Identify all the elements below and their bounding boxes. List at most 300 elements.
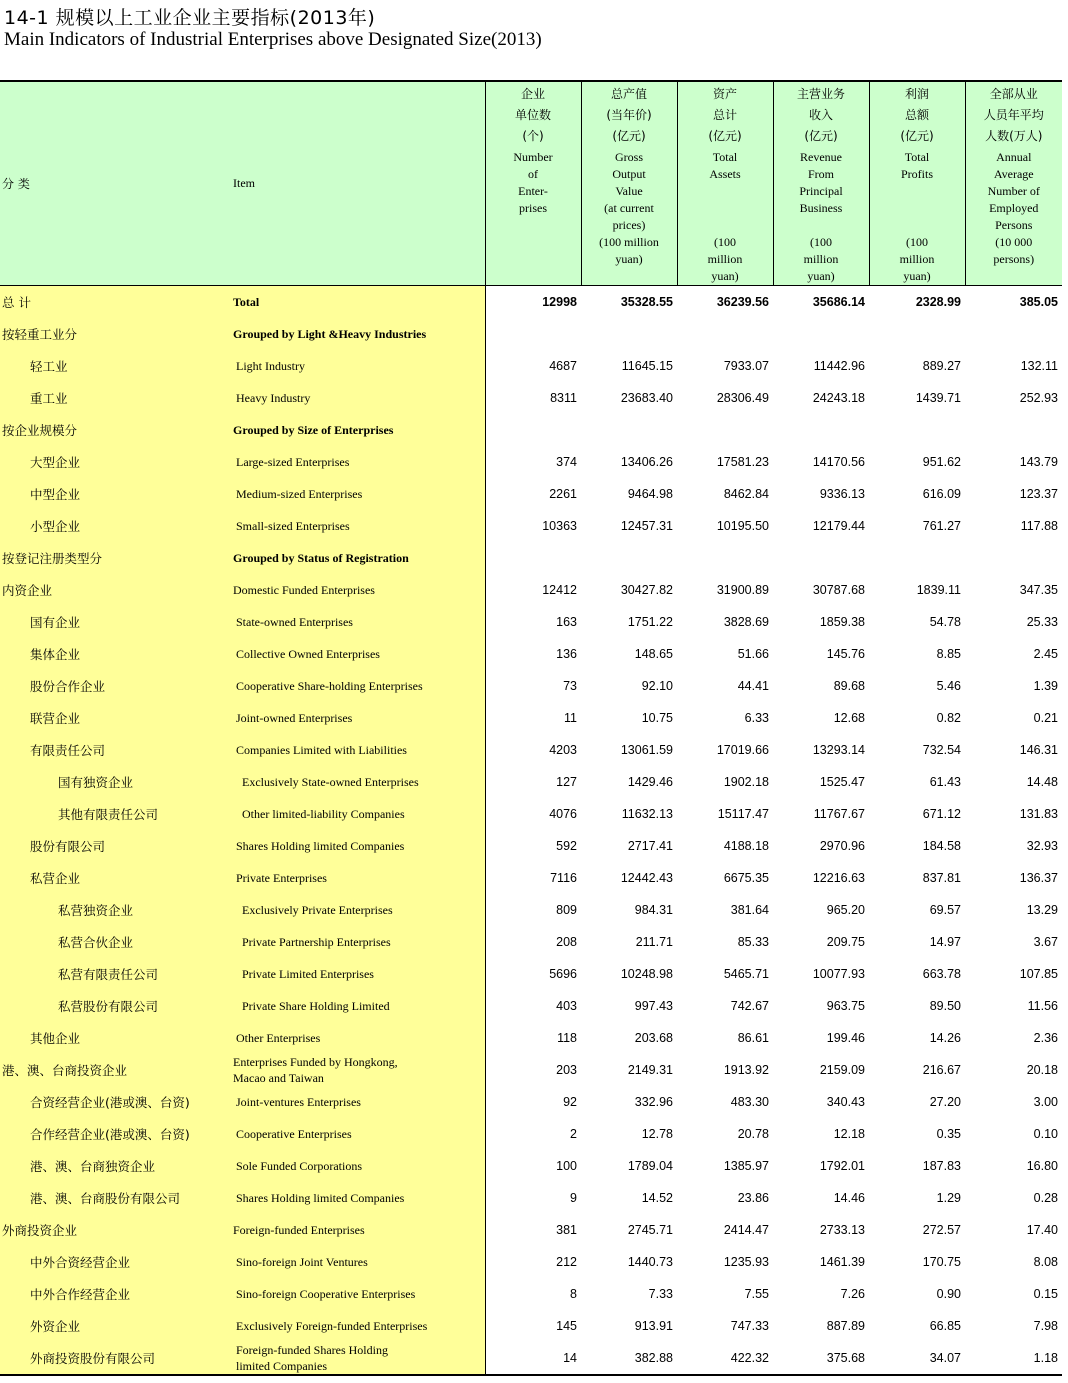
row-item-en: Collective Owned Enterprises — [231, 638, 485, 670]
row-item-en: Private Share Holding Limited — [231, 990, 485, 1022]
row-item-en: Other limited-liability Companies — [231, 798, 485, 830]
row-item-en: Joint-owned Enterprises — [231, 702, 485, 734]
cell-employed-persons: 132.11 — [1020, 358, 1058, 373]
cell-total-profits: 5.46 — [936, 678, 961, 693]
row-item-en: Foreign-funded Shares Holding limited Companies — [231, 1342, 485, 1375]
header-en-line: Number of — [987, 184, 1040, 198]
header-cn-line: 总产值 — [610, 87, 647, 101]
column-header-cn — [486, 82, 581, 147]
column-header-principal-revenue — [773, 81, 869, 286]
header-en-line: prices) — [612, 218, 646, 232]
row-item-en: Medium-sized Enterprises — [231, 478, 485, 510]
cell-enterprises-count: 118 — [557, 1030, 577, 1045]
header-cn-line: (亿元) — [804, 129, 838, 143]
cell-enterprises-count: 8311 — [550, 390, 577, 405]
cell-enterprises-count: 136 — [556, 646, 577, 661]
cell-principal-revenue: 10077.93 — [812, 966, 865, 981]
table-row — [0, 894, 1062, 926]
cell-gross-output-value: 332.96 — [634, 1094, 673, 1109]
header-cn-line: 总额 — [904, 108, 929, 122]
row-category-cn: 有限责任公司 — [0, 734, 231, 766]
table-header — [0, 81, 1062, 286]
column-header-en — [774, 147, 869, 217]
cell-employed-persons — [965, 414, 1062, 446]
header-en-line: Gross — [614, 150, 643, 164]
header-unit-line: yuan) — [807, 269, 835, 283]
row-category-cn: 按登记注册类型分 — [0, 542, 231, 574]
header-unit-line: (100 — [906, 235, 928, 249]
table-row — [0, 510, 1062, 542]
cell-total-assets: 5465.71 — [723, 966, 769, 981]
cell-total-profits: 663.78 — [922, 966, 961, 981]
cell-enterprises-count: 4203 — [549, 742, 577, 757]
cell-total-profits: 69.57 — [929, 902, 961, 917]
cell-enterprises-count: 592 — [556, 838, 577, 853]
row-category-cn: 重工业 — [0, 382, 231, 414]
cell-total-profits: 216.67 — [922, 1062, 961, 1077]
table-row — [0, 318, 1062, 350]
header-unit-line: (100 — [810, 235, 832, 249]
header-cn-line: 人数(万人) — [985, 129, 1043, 143]
row-category-cn: 私营合伙企业 — [0, 926, 231, 958]
cell-employed-persons: 14.48 — [1026, 774, 1058, 789]
table-row — [0, 1022, 1062, 1054]
cell-total-profits: 732.54 — [922, 742, 961, 757]
row-item-en: Shares Holding limited Companies — [231, 830, 485, 862]
cell-gross-output-value: 13406.26 — [620, 454, 673, 469]
cell-principal-revenue: 35686.14 — [812, 294, 865, 309]
cell-gross-output-value: 148.65 — [634, 646, 673, 661]
column-header-total-profits — [869, 81, 965, 286]
cell-employed-persons: 7.98 — [1033, 1318, 1058, 1333]
row-category-cn: 国有独资企业 — [0, 766, 231, 798]
cell-enterprises-count — [485, 414, 581, 446]
cell-total-assets: 7.55 — [744, 1286, 769, 1301]
cell-employed-persons: 8.08 — [1033, 1254, 1058, 1269]
cell-total-assets: 7933.07 — [723, 358, 769, 373]
cell-total-profits: 0.35 — [936, 1126, 961, 1141]
column-header-cn — [582, 82, 677, 147]
cell-employed-persons: 25.33 — [1026, 614, 1058, 629]
table-row — [0, 606, 1062, 638]
header-unit-line: yuan) — [615, 252, 643, 266]
cell-total-profits: 27.20 — [929, 1094, 961, 1109]
row-item-en: Shares Holding limited Companies — [231, 1182, 485, 1214]
row-category-cn: 私营有限责任公司 — [0, 958, 231, 990]
cell-enterprises-count: 7116 — [550, 870, 577, 885]
cell-gross-output-value: 2745.71 — [627, 1222, 673, 1237]
header-en-line: Total — [904, 150, 930, 164]
cell-total-assets: 17581.23 — [716, 454, 769, 469]
row-category-cn: 按企业规模分 — [0, 414, 231, 446]
cell-principal-revenue: 9336.13 — [819, 486, 865, 501]
cell-employed-persons: 143.79 — [1019, 454, 1058, 469]
cell-principal-revenue: 1859.38 — [819, 614, 865, 629]
column-header-en — [582, 147, 677, 234]
cell-gross-output-value: 382.88 — [581, 1342, 677, 1375]
table-row — [0, 926, 1062, 958]
cell-principal-revenue: 2733.13 — [819, 1222, 865, 1237]
row-category-cn: 中外合作经营企业 — [0, 1278, 231, 1310]
cell-principal-revenue: 14170.56 — [812, 454, 865, 469]
cell-principal-revenue: 12.68 — [833, 710, 865, 725]
header-en-line: Principal — [799, 184, 843, 198]
cell-principal-revenue: 1461.39 — [819, 1254, 865, 1269]
cell-principal-revenue: 24243.18 — [812, 390, 865, 405]
cell-enterprises-count: 14 — [485, 1342, 581, 1375]
cell-gross-output-value: 12457.31 — [620, 518, 673, 533]
cell-total-profits: 8.85 — [936, 646, 961, 661]
cell-employed-persons: 2.45 — [1033, 646, 1058, 661]
table-row — [0, 1150, 1062, 1182]
header-en-line: Enter- — [518, 184, 548, 198]
row-item-en: Sole Funded Corporations — [231, 1150, 485, 1182]
cell-total-assets: 51.66 — [737, 646, 769, 661]
cell-total-assets: 8462.84 — [723, 486, 769, 501]
row-item-en: Large-sized Enterprises — [231, 446, 485, 478]
header-unit-line: million — [803, 252, 839, 266]
header-cn-line: (亿元) — [612, 129, 646, 143]
cell-employed-persons: 16.80 — [1026, 1158, 1058, 1173]
cell-employed-persons: 0.21 — [1033, 710, 1058, 725]
cell-gross-output-value — [581, 318, 677, 350]
column-header-en — [678, 147, 773, 183]
cell-enterprises-count: 4076 — [549, 806, 577, 821]
cell-principal-revenue: 12216.63 — [812, 870, 865, 885]
cell-principal-revenue: 30787.68 — [812, 582, 865, 597]
cell-total-profits: 34.07 — [869, 1342, 965, 1375]
cell-enterprises-count: 73 — [563, 678, 577, 693]
cell-enterprises-count: 163 — [556, 614, 577, 629]
cell-principal-revenue: 340.43 — [826, 1094, 865, 1109]
cell-principal-revenue: 14.46 — [833, 1190, 865, 1205]
row-category-cn: 国有企业 — [0, 606, 231, 638]
cell-employed-persons: 146.31 — [1019, 742, 1058, 757]
indicators-table — [0, 80, 1062, 1376]
cell-total-assets: 6675.35 — [723, 870, 769, 885]
column-header-unit — [870, 234, 965, 285]
cell-principal-revenue: 11767.67 — [813, 806, 865, 821]
row-category-cn: 股份合作企业 — [0, 670, 231, 702]
cell-gross-output-value: 30427.82 — [620, 582, 673, 597]
row-category-cn: 港、澳、台商股份有限公司 — [0, 1182, 231, 1214]
header-cn-line: 企业 — [520, 87, 545, 101]
column-header-gross-output-value — [581, 81, 677, 286]
row-category-cn: 集体企业 — [0, 638, 231, 670]
cell-principal-revenue: 887.89 — [826, 1318, 865, 1333]
cell-gross-output-value — [581, 414, 677, 446]
row-item-en: Foreign-funded Enterprises — [231, 1214, 485, 1246]
cell-principal-revenue: 209.75 — [826, 934, 865, 949]
cell-principal-revenue: 963.75 — [826, 998, 865, 1013]
header-cn-line: 人员年平均 — [983, 108, 1044, 122]
table-row — [0, 382, 1062, 414]
cell-total-profits: 2328.99 — [915, 294, 961, 309]
cell-total-assets: 1913.92 — [723, 1062, 769, 1077]
item-header — [231, 81, 485, 286]
row-item-en: Private Partnership Enterprises — [231, 926, 485, 958]
cell-total-profits — [869, 318, 965, 350]
table-row — [0, 958, 1062, 990]
cell-total-profits: 1439.71 — [915, 390, 961, 405]
column-header-cn — [966, 82, 1063, 147]
cell-employed-persons: 32.93 — [1026, 838, 1058, 853]
cell-gross-output-value: 2717.41 — [627, 838, 673, 853]
cell-gross-output-value: 1751.22 — [627, 614, 673, 629]
column-header-unit — [582, 234, 677, 268]
cell-employed-persons — [965, 318, 1062, 350]
cell-enterprises-count: 5696 — [549, 966, 577, 981]
header-cn-line: (亿元) — [900, 129, 934, 143]
row-category-cn: 外资企业 — [0, 1310, 231, 1342]
cell-principal-revenue — [773, 542, 869, 574]
cell-principal-revenue — [773, 414, 869, 446]
row-item-en: Sino-foreign Joint Ventures — [231, 1246, 485, 1278]
cell-total-profits: 1839.11 — [916, 582, 961, 597]
cell-total-assets: 36239.56 — [716, 294, 769, 309]
cell-total-profits: 761.27 — [922, 518, 961, 533]
cell-total-profits: 951.62 — [922, 454, 961, 469]
cell-employed-persons: 11.56 — [1027, 998, 1058, 1013]
row-item-en: Other Enterprises — [231, 1022, 485, 1054]
column-header-employed-persons — [965, 81, 1062, 286]
cell-enterprises-count: 381 — [556, 1222, 577, 1237]
cell-employed-persons: 20.18 — [1026, 1062, 1058, 1077]
column-header-unit — [774, 234, 869, 285]
cell-total-assets: 85.33 — [737, 934, 769, 949]
row-category-cn: 内资企业 — [0, 574, 231, 606]
row-category-cn: 私营独资企业 — [0, 894, 231, 926]
cell-principal-revenue: 1792.01 — [819, 1158, 865, 1173]
column-header-en — [966, 147, 1063, 234]
cell-gross-output-value: 13061.59 — [620, 742, 673, 757]
table-row — [0, 1054, 1062, 1086]
cell-employed-persons: 3.00 — [1033, 1094, 1058, 1109]
cell-total-profits: 66.85 — [929, 1318, 961, 1333]
page-title-cn: 14-1 规模以上工业企业主要指标(2013年) — [4, 7, 376, 29]
header-en-line: Annual — [996, 150, 1032, 164]
header-unit-line: yuan) — [711, 269, 739, 283]
cell-employed-persons: 13.29 — [1026, 902, 1058, 917]
row-item-en: Grouped by Light &Heavy Industries — [231, 318, 485, 350]
cell-employed-persons: 107.85 — [1019, 966, 1058, 981]
cell-employed-persons: 252.93 — [1019, 390, 1058, 405]
header-en-line: of — [528, 167, 538, 181]
cell-principal-revenue: 1525.47 — [819, 774, 865, 789]
row-item-en: Exclusively State-owned Enterprises — [231, 766, 485, 798]
row-category-cn: 中型企业 — [0, 478, 231, 510]
cell-enterprises-count: 92 — [563, 1094, 577, 1109]
row-item-en: Cooperative Share-holding Enterprises — [231, 670, 485, 702]
column-header-unit — [678, 234, 773, 285]
cell-principal-revenue: 13293.14 — [812, 742, 865, 757]
row-item-en: Private Limited Enterprises — [231, 958, 485, 990]
cell-employed-persons: 0.10 — [1033, 1126, 1058, 1141]
cell-total-assets: 28306.49 — [716, 390, 769, 405]
cell-total-profits: 184.58 — [922, 838, 961, 853]
category-header-label: 分 类 — [2, 177, 30, 191]
row-item-en: Exclusively Private Enterprises — [231, 894, 485, 926]
header-cn-line: 全部从业 — [989, 87, 1038, 101]
row-category-cn: 联营企业 — [0, 702, 231, 734]
cell-employed-persons: 3.67 — [1033, 934, 1058, 949]
column-header-en — [486, 147, 581, 217]
cell-gross-output-value: 10.75 — [641, 710, 673, 725]
table-body — [0, 286, 1062, 1375]
cell-total-assets: 2414.47 — [723, 1222, 769, 1237]
cell-total-profits: 89.50 — [929, 998, 961, 1013]
header-en-line: From — [807, 167, 834, 181]
cell-total-profits: 0.90 — [936, 1286, 961, 1301]
cell-total-assets: 742.67 — [730, 998, 769, 1013]
cell-employed-persons: 117.88 — [1020, 518, 1058, 533]
category-header — [0, 81, 231, 286]
header-en-line: Number — [513, 150, 553, 164]
header-cn-line: 总计 — [712, 108, 737, 122]
header-cn-line: 单位数 — [514, 108, 551, 122]
cell-gross-output-value: 1440.73 — [627, 1254, 673, 1269]
table-row — [0, 350, 1062, 382]
cell-total-assets: 1902.18 — [723, 774, 769, 789]
cell-total-profits: 272.57 — [922, 1222, 961, 1237]
row-item-en: Companies Limited with Liabilities — [231, 734, 485, 766]
table-row — [0, 1246, 1062, 1278]
item-header-label: Item — [233, 176, 255, 190]
cell-gross-output-value: 12442.43 — [620, 870, 673, 885]
cell-gross-output-value: 9464.98 — [627, 486, 673, 501]
header-cn-line: (亿元) — [708, 129, 742, 143]
cell-total-assets: 1235.93 — [723, 1254, 769, 1269]
table-row — [0, 1342, 1062, 1375]
cell-gross-output-value: 7.33 — [648, 1286, 673, 1301]
cell-principal-revenue: 12.18 — [833, 1126, 865, 1141]
table-row — [0, 1086, 1062, 1118]
row-item-en: Private Enterprises — [231, 862, 485, 894]
row-item-en: Light Industry — [231, 350, 485, 382]
cell-total-profits: 0.82 — [936, 710, 961, 725]
cell-enterprises-count — [485, 318, 581, 350]
cell-enterprises-count: 208 — [556, 934, 577, 949]
cell-gross-output-value: 11632.13 — [621, 806, 673, 821]
cell-employed-persons: 17.40 — [1026, 1222, 1058, 1237]
cell-gross-output-value: 14.52 — [641, 1190, 673, 1205]
cell-principal-revenue — [773, 318, 869, 350]
row-item-en: Joint-ventures Enterprises — [231, 1086, 485, 1118]
cell-employed-persons: 347.35 — [1019, 582, 1058, 597]
table-row — [0, 1182, 1062, 1214]
cell-principal-revenue: 965.20 — [826, 902, 865, 917]
table-row — [0, 766, 1062, 798]
row-item-en: Grouped by Status of Registration — [231, 542, 485, 574]
header-unit-line: persons) — [993, 252, 1035, 266]
column-header-total-assets — [677, 81, 773, 286]
cell-total-assets: 17019.66 — [716, 742, 769, 757]
table-row — [0, 414, 1062, 446]
table-row — [0, 670, 1062, 702]
cell-total-assets — [677, 542, 773, 574]
row-item-en: Small-sized Enterprises — [231, 510, 485, 542]
header-en-line: Value — [615, 184, 643, 198]
header-cn-line: 资产 — [712, 87, 737, 101]
cell-total-profits: 61.43 — [929, 774, 961, 789]
cell-gross-output-value: 12.78 — [641, 1126, 673, 1141]
table-row — [0, 734, 1062, 766]
table-row — [0, 542, 1062, 574]
header-en-line: prises — [519, 201, 547, 215]
table-row — [0, 1214, 1062, 1246]
table-row — [0, 1310, 1062, 1342]
cell-principal-revenue: 375.68 — [773, 1342, 869, 1375]
cell-principal-revenue: 7.26 — [840, 1286, 865, 1301]
header-cn-line: (当年价) — [606, 108, 652, 122]
cell-total-profits: 671.12 — [922, 806, 961, 821]
cell-enterprises-count: 100 — [556, 1158, 577, 1173]
cell-total-assets: 422.32 — [677, 1342, 773, 1375]
header-en-line: Business — [799, 201, 843, 215]
cell-total-profits: 14.97 — [929, 934, 961, 949]
cell-gross-output-value: 2149.31 — [627, 1062, 673, 1077]
cell-total-profits: 187.83 — [922, 1158, 961, 1173]
cell-total-assets: 1385.97 — [723, 1158, 769, 1173]
header-cn-line: 主营业务 — [796, 87, 845, 101]
cell-total-profits: 170.75 — [922, 1254, 961, 1269]
cell-gross-output-value — [581, 542, 677, 574]
cell-total-assets: 747.33 — [730, 1318, 769, 1333]
cell-gross-output-value: 203.68 — [634, 1030, 673, 1045]
cell-total-assets: 3828.69 — [723, 614, 769, 629]
table-row — [0, 798, 1062, 830]
table-row — [0, 702, 1062, 734]
table-row — [0, 990, 1062, 1022]
row-category-cn: 合作经营企业(港或澳、台资) — [0, 1118, 231, 1150]
row-item-en: Cooperative Enterprises — [231, 1118, 485, 1150]
cell-principal-revenue: 2970.96 — [819, 838, 865, 853]
row-category-cn: 私营股份有限公司 — [0, 990, 231, 1022]
row-category-cn: 总 计 — [0, 286, 231, 318]
cell-enterprises-count: 2261 — [549, 486, 577, 501]
cell-total-assets: 23.86 — [737, 1190, 769, 1205]
row-category-cn: 港、澳、台商投资企业 — [0, 1054, 231, 1086]
cell-employed-persons — [965, 542, 1062, 574]
row-category-cn: 合资经营企业(港或澳、台资) — [0, 1086, 231, 1118]
cell-principal-revenue: 89.68 — [833, 678, 865, 693]
cell-enterprises-count: 9 — [570, 1190, 577, 1205]
header-en-line: Average — [993, 167, 1034, 181]
table-row — [0, 638, 1062, 670]
row-category-cn: 港、澳、台商独资企业 — [0, 1150, 231, 1182]
header-en-line: Revenue — [800, 150, 842, 164]
cell-enterprises-count: 203 — [556, 1062, 577, 1077]
header-en-line: (at current — [604, 201, 654, 215]
header-en-line: Persons — [995, 218, 1033, 232]
header-unit-line: million — [899, 252, 935, 266]
row-category-cn: 小型企业 — [0, 510, 231, 542]
row-item-en: Total — [231, 286, 485, 318]
cell-enterprises-count: 2 — [570, 1126, 577, 1141]
header-cn-line: (个) — [522, 129, 544, 143]
cell-enterprises-count: 374 — [556, 454, 577, 469]
cell-employed-persons: 1.39 — [1033, 678, 1058, 693]
cell-total-assets: 6.33 — [744, 710, 769, 725]
cell-total-assets: 20.78 — [737, 1126, 769, 1141]
cell-employed-persons: 136.37 — [1019, 870, 1058, 885]
header-cn-line: 收入 — [808, 108, 833, 122]
cell-gross-output-value: 10248.98 — [620, 966, 673, 981]
header-en-line: Output — [612, 167, 646, 181]
cell-enterprises-count: 145 — [556, 1318, 577, 1333]
table-row — [0, 478, 1062, 510]
cell-gross-output-value: 211.71 — [635, 934, 673, 949]
